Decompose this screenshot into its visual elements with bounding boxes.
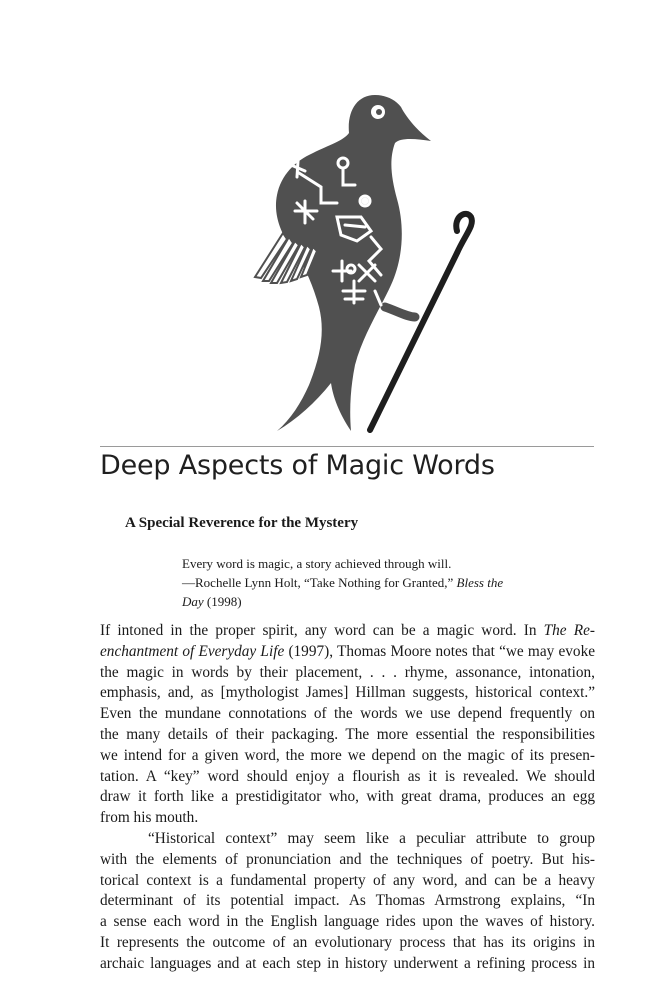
- paragraph-1-line: Even the mundane connotations of the words we use depend frequently on: [100, 705, 595, 723]
- body-text: [100, 621, 595, 975]
- paragraph-1-line: the magic in words by their placement, . . . rhyme, assonance, intonation,: [100, 663, 595, 681]
- paragraph-2-line: It represents the outcome of an evolutionary process that has its origins in: [100, 933, 595, 951]
- paragraph-1-line: If intoned in the proper spirit, any word can be a magic word. In The Re-: [100, 622, 596, 639]
- bird-with-staff-illustration: [225, 85, 495, 440]
- paragraph-2-line: torical context is a fundamental property of any word, and can be a heavy: [100, 871, 595, 889]
- paragraph-2-line: a sense each word in the English language rides upon the waves of history.: [100, 913, 595, 931]
- paragraph-1-line: tation. A “key” word should enjoy a flourish as it is revealed. We should: [100, 767, 595, 785]
- paragraph-2-line: determinant of its potential impact. As Thomas Armstrong explains, “In: [100, 892, 595, 910]
- epigraph-attribution-cont: Day (1998): [182, 594, 242, 609]
- epigraph-book-title: Bless the: [456, 575, 504, 590]
- paragraph-1-line: from his mouth.: [100, 809, 199, 827]
- epigraph-attribution: —Rochelle Lynn Holt, “Take Nothing for Granted,” Bless the: [182, 575, 504, 590]
- chapter-rule: [100, 446, 594, 447]
- chapter-title: Deep Aspects of Magic Words: [100, 450, 495, 481]
- paragraph-2-line: “Historical context” may seem like a peculiar attribute to group: [148, 829, 595, 847]
- paragraph-2-line: archaic languages and at each step in history underwent a refining process in: [100, 954, 595, 972]
- paragraph-1-line: draw it forth like a prestidigitator who, with great drama, produces an egg: [100, 788, 595, 806]
- book-title: enchantment of Everyday Life: [100, 642, 285, 660]
- paragraph-1-line: emphasis, and, as [mythologist James] Hillman suggests, historical context.”: [100, 684, 595, 702]
- paragraph-2-line: with the elements of pronunciation and the techniques of poetry. But his-: [100, 850, 595, 868]
- epigraph-quote: Every word is magic, a story achieved through will.: [182, 556, 452, 571]
- paragraph-1-line: we intend for a given word, the more we depend on the magic of its presen-: [100, 746, 595, 764]
- book-title: The Re-: [543, 622, 596, 639]
- epigraph: [182, 554, 542, 611]
- paragraph-1-line: enchantment of Everyday Life (1997), Thomas Moore notes that “we may evoke: [100, 642, 596, 660]
- paragraph-1-line: the many details of their packaging. The more essential the responsibilities: [100, 725, 595, 743]
- epigraph-book-title-cont: Day: [182, 594, 204, 609]
- section-heading: A Special Reverence for the Mystery: [125, 515, 359, 531]
- bird-feet-icon: [385, 307, 415, 317]
